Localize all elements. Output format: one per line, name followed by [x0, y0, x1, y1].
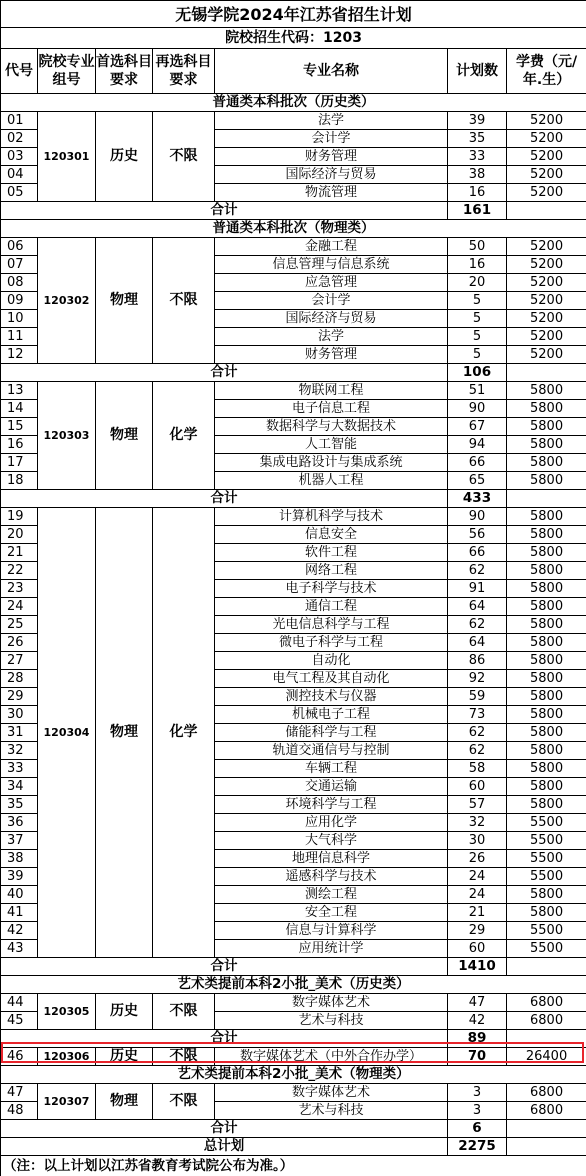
row-code: 25 [1, 616, 38, 634]
row-code: 09 [1, 292, 38, 310]
plan-count: 62 [448, 724, 507, 742]
table-row [1, 112, 586, 130]
row-code: 30 [1, 706, 38, 724]
tuition-fee: 5200 [507, 328, 586, 346]
row-code: 40 [1, 886, 38, 904]
tuition-fee: 5200 [507, 112, 586, 130]
major-name: 数字媒体艺术（中外合作办学） [215, 1048, 448, 1066]
header-second-subject: 再选科目要求 [153, 49, 215, 94]
plan-count: 65 [448, 472, 507, 490]
row-code: 35 [1, 796, 38, 814]
row-code: 33 [1, 760, 38, 778]
second-subject: 不限 [153, 238, 215, 364]
plan-count: 35 [448, 130, 507, 148]
plan-count: 62 [448, 616, 507, 634]
page-title: 无锡学院2024年江苏省招生计划 [1, 1, 586, 28]
row-code: 38 [1, 850, 38, 868]
major-name: 财务管理 [215, 346, 448, 364]
tuition-fee: 5200 [507, 148, 586, 166]
major-name: 数字媒体艺术 [215, 1084, 448, 1102]
plan-count: 32 [448, 814, 507, 832]
major-name: 电气工程及其自动化 [215, 670, 448, 688]
plan-count: 33 [448, 148, 507, 166]
row-code: 18 [1, 472, 38, 490]
total-row [1, 364, 586, 382]
row-code: 03 [1, 148, 38, 166]
tuition-fee: 5800 [507, 760, 586, 778]
tuition-fee: 5800 [507, 508, 586, 526]
section-title-row [1, 94, 586, 112]
total-fee-empty [507, 1030, 586, 1048]
plan-count: 16 [448, 184, 507, 202]
plan-count: 92 [448, 670, 507, 688]
row-code: 12 [1, 346, 38, 364]
row-code: 39 [1, 868, 38, 886]
tuition-fee: 5800 [507, 778, 586, 796]
row-code: 15 [1, 418, 38, 436]
tuition-fee: 5200 [507, 166, 586, 184]
header-major: 专业名称 [215, 49, 448, 94]
major-name: 软件工程 [215, 544, 448, 562]
tuition-fee: 5800 [507, 400, 586, 418]
plan-count: 90 [448, 508, 507, 526]
row-code: 11 [1, 328, 38, 346]
second-subject: 化学 [153, 382, 215, 490]
row-code: 02 [1, 130, 38, 148]
row-code: 28 [1, 670, 38, 688]
tuition-fee: 6800 [507, 1084, 586, 1102]
row-code: 29 [1, 688, 38, 706]
total-fee-empty [507, 958, 586, 976]
tuition-fee: 5800 [507, 598, 586, 616]
row-code: 45 [1, 1012, 38, 1030]
table-row [1, 382, 586, 400]
row-code: 16 [1, 436, 38, 454]
school-code: 院校招生代码：1203 [1, 28, 586, 49]
major-name: 网络工程 [215, 562, 448, 580]
plan-count: 24 [448, 886, 507, 904]
major-name: 微电子科学与工程 [215, 634, 448, 652]
row-code: 23 [1, 580, 38, 598]
row-code: 05 [1, 184, 38, 202]
plan-count: 5 [448, 310, 507, 328]
row-code: 06 [1, 238, 38, 256]
group-number: 120307 [38, 1084, 96, 1120]
tuition-fee: 5800 [507, 616, 586, 634]
plan-count: 90 [448, 400, 507, 418]
grand-total-label: 总计划 [1, 1138, 448, 1156]
major-name: 遥感科学与技术 [215, 868, 448, 886]
plan-count: 5 [448, 346, 507, 364]
note-row [1, 1156, 586, 1176]
major-name: 财务管理 [215, 148, 448, 166]
tuition-fee: 5800 [507, 796, 586, 814]
highlighted-row [1, 1048, 586, 1066]
header-group: 院校专业组号 [38, 49, 96, 94]
section-title: 艺术类提前本科2小批_美术（历史类） [1, 976, 586, 994]
tuition-fee: 5800 [507, 580, 586, 598]
row-code: 42 [1, 922, 38, 940]
major-name: 地理信息科学 [215, 850, 448, 868]
major-name: 法学 [215, 328, 448, 346]
tuition-fee: 5800 [507, 724, 586, 742]
major-name: 应急管理 [215, 274, 448, 292]
school-code-row [1, 28, 586, 49]
major-name: 信息安全 [215, 526, 448, 544]
tuition-fee: 5200 [507, 310, 586, 328]
tuition-fee: 5800 [507, 382, 586, 400]
row-code: 36 [1, 814, 38, 832]
row-code: 24 [1, 598, 38, 616]
plan-count: 94 [448, 436, 507, 454]
plan-count: 67 [448, 418, 507, 436]
group-number: 120305 [38, 994, 96, 1030]
table-row [1, 994, 586, 1012]
row-code: 41 [1, 904, 38, 922]
tuition-fee: 5800 [507, 436, 586, 454]
group-number: 120306 [38, 1048, 96, 1066]
grand-total-value: 2275 [448, 1138, 507, 1156]
total-label: 合计 [1, 1120, 448, 1138]
tuition-fee: 26400 [507, 1048, 586, 1066]
row-code: 46 [1, 1048, 38, 1066]
row-code: 37 [1, 832, 38, 850]
table-row [1, 508, 586, 526]
second-subject: 不限 [153, 1084, 215, 1120]
major-name: 会计学 [215, 292, 448, 310]
row-code: 44 [1, 994, 38, 1012]
row-code: 08 [1, 274, 38, 292]
total-row [1, 1120, 586, 1138]
total-label: 合计 [1, 490, 448, 508]
tuition-fee: 5800 [507, 688, 586, 706]
second-subject: 不限 [153, 112, 215, 202]
tuition-fee: 5800 [507, 706, 586, 724]
total-label: 合计 [1, 364, 448, 382]
tuition-fee: 5800 [507, 652, 586, 670]
plan-count: 62 [448, 562, 507, 580]
section-title: 普通类本科批次（物理类） [1, 220, 586, 238]
tuition-fee: 5200 [507, 346, 586, 364]
major-name: 金融工程 [215, 238, 448, 256]
first-subject: 物理 [96, 382, 153, 490]
table-row [1, 1084, 586, 1102]
plan-count: 66 [448, 454, 507, 472]
tuition-fee: 5800 [507, 742, 586, 760]
major-name: 交通运输 [215, 778, 448, 796]
major-name: 大气科学 [215, 832, 448, 850]
tuition-fee: 5800 [507, 886, 586, 904]
total-fee-empty [507, 364, 586, 382]
major-name: 国际经济与贸易 [215, 310, 448, 328]
major-name: 物流管理 [215, 184, 448, 202]
total-value: 161 [448, 202, 507, 220]
tuition-fee: 5200 [507, 130, 586, 148]
tuition-fee: 5200 [507, 184, 586, 202]
tuition-fee: 5500 [507, 940, 586, 958]
header-plan: 计划数 [448, 49, 507, 94]
total-row [1, 1030, 586, 1048]
row-code: 32 [1, 742, 38, 760]
row-code: 20 [1, 526, 38, 544]
tuition-fee: 5800 [507, 562, 586, 580]
plan-count: 62 [448, 742, 507, 760]
section-title-row [1, 976, 586, 994]
plan-count: 57 [448, 796, 507, 814]
tuition-fee: 5500 [507, 814, 586, 832]
total-value: 106 [448, 364, 507, 382]
plan-count: 59 [448, 688, 507, 706]
major-name: 机器人工程 [215, 472, 448, 490]
section-title: 普通类本科批次（历史类） [1, 94, 586, 112]
total-value: 6 [448, 1120, 507, 1138]
tuition-fee: 5800 [507, 418, 586, 436]
major-name: 艺术与科技 [215, 1102, 448, 1120]
row-code: 27 [1, 652, 38, 670]
footnote: （注：以上计划以江苏省教育考试院公布为准。） [1, 1156, 586, 1176]
major-name: 艺术与科技 [215, 1012, 448, 1030]
row-code: 17 [1, 454, 38, 472]
row-code: 01 [1, 112, 38, 130]
plan-count: 70 [448, 1048, 507, 1066]
row-code: 14 [1, 400, 38, 418]
section-title: 艺术类提前本科2小批_美术（物理类） [1, 1066, 586, 1084]
tuition-fee: 6800 [507, 1102, 586, 1120]
tuition-fee: 5200 [507, 238, 586, 256]
major-name: 人工智能 [215, 436, 448, 454]
row-code: 19 [1, 508, 38, 526]
tuition-fee: 5800 [507, 904, 586, 922]
tuition-fee: 5800 [507, 454, 586, 472]
tuition-fee: 5800 [507, 526, 586, 544]
grand-total-fee-empty [507, 1138, 586, 1156]
section-title-row [1, 220, 586, 238]
major-name: 电子科学与技术 [215, 580, 448, 598]
plan-count: 86 [448, 652, 507, 670]
major-name: 光电信息科学与工程 [215, 616, 448, 634]
total-row [1, 490, 586, 508]
plan-count: 60 [448, 778, 507, 796]
total-row [1, 202, 586, 220]
plan-count: 16 [448, 256, 507, 274]
tuition-fee: 5800 [507, 634, 586, 652]
major-name: 数据科学与大数据技术 [215, 418, 448, 436]
major-name: 测控技术与仪器 [215, 688, 448, 706]
tuition-fee: 5500 [507, 850, 586, 868]
first-subject: 物理 [96, 1084, 153, 1120]
row-code: 31 [1, 724, 38, 742]
plan-count: 29 [448, 922, 507, 940]
total-label: 合计 [1, 1030, 448, 1048]
major-name: 信息与计算科学 [215, 922, 448, 940]
first-subject: 历史 [96, 994, 153, 1030]
major-name: 测绘工程 [215, 886, 448, 904]
major-name: 应用统计学 [215, 940, 448, 958]
group-number: 120301 [38, 112, 96, 202]
total-value: 1410 [448, 958, 507, 976]
section-title-row [1, 1066, 586, 1084]
major-name: 会计学 [215, 130, 448, 148]
plan-count: 58 [448, 760, 507, 778]
major-name: 自动化 [215, 652, 448, 670]
major-name: 环境科学与工程 [215, 796, 448, 814]
major-name: 法学 [215, 112, 448, 130]
major-name: 安全工程 [215, 904, 448, 922]
first-subject: 物理 [96, 238, 153, 364]
row-code: 43 [1, 940, 38, 958]
major-name: 计算机科学与技术 [215, 508, 448, 526]
tuition-fee: 5800 [507, 670, 586, 688]
row-code: 48 [1, 1102, 38, 1120]
first-subject: 历史 [96, 112, 153, 202]
major-name: 应用化学 [215, 814, 448, 832]
major-name: 集成电路设计与集成系统 [215, 454, 448, 472]
second-subject: 不限 [153, 1048, 215, 1066]
row-code: 07 [1, 256, 38, 274]
second-subject: 不限 [153, 994, 215, 1030]
major-name: 电子信息工程 [215, 400, 448, 418]
total-value: 89 [448, 1030, 507, 1048]
total-label: 合计 [1, 958, 448, 976]
total-fee-empty [507, 1120, 586, 1138]
plan-count: 30 [448, 832, 507, 850]
total-fee-empty [507, 202, 586, 220]
first-subject: 物理 [96, 508, 153, 958]
major-name: 轨道交通信号与控制 [215, 742, 448, 760]
header-fee: 学费（元/年.生） [507, 49, 586, 94]
tuition-fee: 6800 [507, 1012, 586, 1030]
total-row [1, 958, 586, 976]
plan-count: 66 [448, 544, 507, 562]
plan-count: 91 [448, 580, 507, 598]
title-row [1, 1, 586, 28]
tuition-fee: 5200 [507, 256, 586, 274]
grand-total-row [1, 1138, 586, 1156]
plan-count: 3 [448, 1084, 507, 1102]
major-name: 信息管理与信息系统 [215, 256, 448, 274]
tuition-fee: 5500 [507, 922, 586, 940]
row-code: 47 [1, 1084, 38, 1102]
plan-count: 26 [448, 850, 507, 868]
row-code: 21 [1, 544, 38, 562]
plan-count: 47 [448, 994, 507, 1012]
tuition-fee: 5200 [507, 274, 586, 292]
plan-count: 64 [448, 634, 507, 652]
second-subject: 化学 [153, 508, 215, 958]
row-code: 10 [1, 310, 38, 328]
plan-count: 42 [448, 1012, 507, 1030]
major-name: 储能科学与工程 [215, 724, 448, 742]
plan-count: 64 [448, 598, 507, 616]
plan-count: 39 [448, 112, 507, 130]
header-row [1, 49, 586, 94]
row-code: 13 [1, 382, 38, 400]
group-number: 120304 [38, 508, 96, 958]
tuition-fee: 5800 [507, 544, 586, 562]
plan-count: 5 [448, 328, 507, 346]
plan-count: 73 [448, 706, 507, 724]
plan-count: 21 [448, 904, 507, 922]
table-row [1, 238, 586, 256]
tuition-fee: 5500 [507, 868, 586, 886]
row-code: 22 [1, 562, 38, 580]
plan-count: 3 [448, 1102, 507, 1120]
group-number: 120303 [38, 382, 96, 490]
tuition-fee: 6800 [507, 994, 586, 1012]
group-number: 120302 [38, 238, 96, 364]
row-code: 34 [1, 778, 38, 796]
major-name: 物联网工程 [215, 382, 448, 400]
first-subject: 历史 [96, 1048, 153, 1066]
tuition-fee: 5200 [507, 292, 586, 310]
plan-count: 56 [448, 526, 507, 544]
major-name: 数字媒体艺术 [215, 994, 448, 1012]
plan-count: 5 [448, 292, 507, 310]
plan-count: 24 [448, 868, 507, 886]
header-code: 代号 [1, 49, 38, 94]
major-name: 国际经济与贸易 [215, 166, 448, 184]
plan-count: 38 [448, 166, 507, 184]
row-code: 26 [1, 634, 38, 652]
total-value: 433 [448, 490, 507, 508]
total-label: 合计 [1, 202, 448, 220]
major-name: 通信工程 [215, 598, 448, 616]
tuition-fee: 5800 [507, 472, 586, 490]
plan-count: 20 [448, 274, 507, 292]
plan-count: 60 [448, 940, 507, 958]
header-first-subject: 首选科目要求 [96, 49, 153, 94]
row-code: 04 [1, 166, 38, 184]
plan-count: 51 [448, 382, 507, 400]
tuition-fee: 5500 [507, 832, 586, 850]
plan-count: 50 [448, 238, 507, 256]
major-name: 车辆工程 [215, 760, 448, 778]
major-name: 机械电子工程 [215, 706, 448, 724]
total-fee-empty [507, 490, 586, 508]
